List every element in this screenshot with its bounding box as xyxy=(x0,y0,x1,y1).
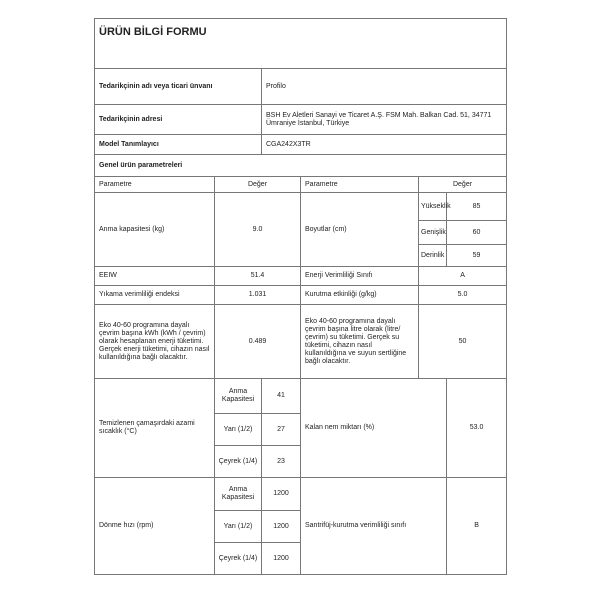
spin-quarter-label: Çeyrek (1/4) xyxy=(215,543,262,575)
spin-class-value: B xyxy=(447,478,507,575)
height-value: 85 xyxy=(447,193,507,221)
washing-index-value: 1.031 xyxy=(215,286,301,305)
temp-half-value: 27 xyxy=(262,414,301,446)
rinsing-label: Kurutma etkinliği (g/kg) xyxy=(301,286,419,305)
energy-consumption-value: 0.489 xyxy=(215,305,301,379)
energy-consumption-label: Eko 40-60 programına dayalı çevrim başına kWh (kWh / çevrim) olarak hesaplanan enerji tüketimi. Gerçek enerji tüketimi, cihazın nasıl kullanıldığına bağlı olacaktır. xyxy=(95,305,215,379)
model-value: CGA242X3TR xyxy=(262,135,507,155)
spin-half-value: 1200 xyxy=(262,511,301,543)
spin-rated-label: Anma Kapasitesi xyxy=(215,478,262,511)
spin-quarter-value: 1200 xyxy=(262,543,301,575)
width-value: 60 xyxy=(447,221,507,245)
header-param-right: Parametre xyxy=(301,177,419,193)
depth-value: 59 xyxy=(447,245,507,267)
water-consumption-value: 50 xyxy=(419,305,507,379)
header-param-left: Parametre xyxy=(95,177,215,193)
temp-rated-value: 41 xyxy=(262,379,301,414)
width-label: Genişlik xyxy=(419,221,447,245)
height-label: Yükseklik xyxy=(419,193,447,221)
supplier-name: Profilo xyxy=(262,69,507,105)
max-temperature-label: Temizlenen çamaşırdaki azami sıcaklık (°C) xyxy=(95,379,215,478)
spin-rated-value: 1200 xyxy=(262,478,301,511)
supplier-address-label: Tedarikçinin adresi xyxy=(95,105,262,135)
energy-class-label: Enerji Verimliliği Sınıfı xyxy=(301,267,419,286)
rinsing-value: 5.0 xyxy=(419,286,507,305)
page-title: ÜRÜN BİLGİ FORMU xyxy=(95,19,507,69)
temp-quarter-label: Çeyrek (1/4) xyxy=(215,446,262,478)
spin-half-label: Yarı (1/2) xyxy=(215,511,262,543)
spin-class-label: Santrifüj-kurutma verimliliği sınıfı xyxy=(301,478,447,575)
supplier-name-label: Tedarikçinin adı veya ticari ünvanı xyxy=(95,69,262,105)
capacity-value: 9.0 xyxy=(215,193,301,267)
depth-label: Derinlik xyxy=(419,245,447,267)
general-params-label: Genel ürün parametreleri xyxy=(95,155,507,177)
header-value-right: Değer xyxy=(419,177,507,193)
remaining-moisture-label: Kalan nem miktarı (%) xyxy=(301,379,447,478)
header-value-left: Değer xyxy=(215,177,301,193)
eeiw-value: 51.4 xyxy=(215,267,301,286)
temp-quarter-value: 23 xyxy=(262,446,301,478)
dimensions-label: Boyutlar (cm) xyxy=(301,193,419,267)
remaining-moisture-value: 53.0 xyxy=(447,379,507,478)
product-info-table xyxy=(94,18,507,575)
eeiw-label: EEIW xyxy=(95,267,215,286)
energy-class-value: A xyxy=(419,267,507,286)
model-label: Model Tanımlayıcı xyxy=(95,135,262,155)
washing-index-label: Yıkama verimliliği endeksi xyxy=(95,286,215,305)
capacity-label: Anma kapasitesi (kg) xyxy=(95,193,215,267)
water-consumption-label: Eko 40-60 programına dayalı çevrim başına litre olarak (litre/çevrim) su tüketimi. Gerçek su tüketimi, cihazın nasıl kullanıldığına ve suyun sertliğine bağlı olacaktır. xyxy=(301,305,419,379)
temp-rated-label: Anma Kapasitesi xyxy=(215,379,262,414)
supplier-address: BSH Ev Aletleri Sanayi ve Ticaret A.Ş. FSM Mah. Balkan Cad. 51, 34771 Ümraniye İstanbul, Türkiye xyxy=(262,105,507,135)
temp-half-label: Yarı (1/2) xyxy=(215,414,262,446)
spin-speed-label: Dönme hızı (rpm) xyxy=(95,478,215,575)
